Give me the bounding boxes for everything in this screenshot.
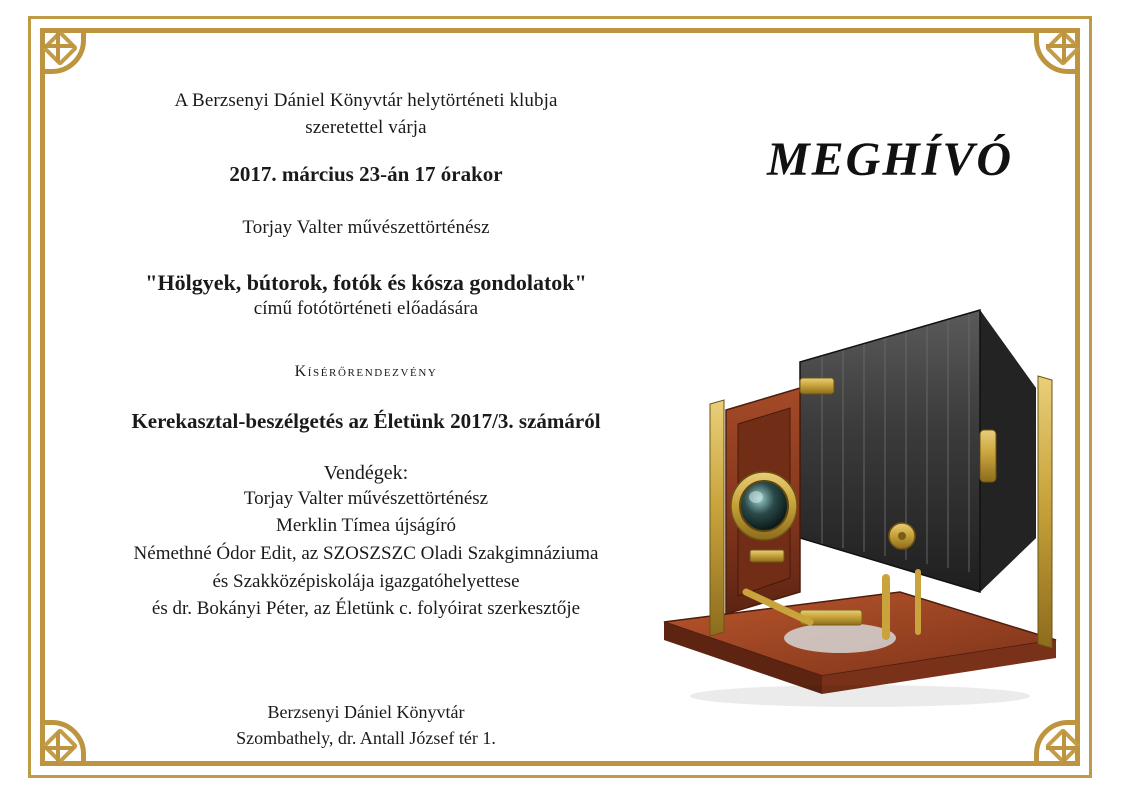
invitation-text-block bbox=[66, 88, 666, 751]
venue-line-2: Szombathely, dr. Antall József tér 1. bbox=[236, 727, 496, 748]
frame-spur-top-left-v bbox=[56, 28, 60, 62]
camera-bellows bbox=[800, 310, 1036, 592]
guest-row bbox=[66, 512, 666, 540]
speaker-name: Torjay Valter bbox=[242, 216, 343, 238]
guest-name: Némethné Ódor Edit bbox=[133, 542, 292, 564]
guest-role: , az Életünk c. folyóirat szerkesztője bbox=[304, 598, 581, 620]
guest-row bbox=[66, 595, 666, 623]
speaker-role: művészettörténész bbox=[342, 216, 490, 238]
frame-spur-bottom-right-v bbox=[1062, 732, 1066, 766]
event-date-time: 2017. március 23-án 17 órakor bbox=[229, 161, 503, 186]
camera-icon bbox=[650, 292, 1070, 712]
frame-spur-top-right-v bbox=[1062, 28, 1066, 62]
frame-spur-bottom-left-v bbox=[56, 732, 60, 766]
camera-lens bbox=[740, 481, 788, 531]
guest-role: újságíró bbox=[390, 515, 457, 537]
guest-row bbox=[66, 485, 666, 513]
lecture-subtitle: című fotótörténeti előadására bbox=[253, 297, 479, 319]
guest-row bbox=[66, 540, 666, 568]
roundtable-title: Kerekasztal-beszélgetés az Életünk 2017/3. számáról bbox=[131, 408, 601, 433]
guest-role: , az SZOSZSZC Oladi Szakgimnáziuma bbox=[291, 542, 599, 564]
intro-line-1: A Berzsenyi Dániel Könyvtár helytörténeti klubja bbox=[174, 90, 558, 111]
guest-name: és dr. Bokányi Péter bbox=[151, 598, 305, 620]
guest-name: Merklin Tímea bbox=[275, 515, 391, 537]
side-event-label: Kísérőrendezvény bbox=[294, 362, 438, 380]
antique-bellows-camera-illustration bbox=[650, 292, 1070, 712]
guest-row bbox=[66, 568, 666, 596]
speaker bbox=[66, 215, 666, 242]
guest-name: Torjay Valter bbox=[243, 487, 343, 509]
invitation-heading: MEGHÍVÓ bbox=[766, 133, 1014, 186]
guest-role: és Szakközépiskolája igazgatóhelyettese bbox=[212, 570, 520, 592]
lecture-title: "Hölgyek, bútorok, fotók és kósza gondolatok" bbox=[145, 269, 587, 295]
guest-role: művészettörténész bbox=[343, 487, 489, 509]
guests-label: Vendégek: bbox=[323, 461, 409, 484]
venue-line-1: Berzsenyi Dániel Könyvtár bbox=[267, 701, 465, 722]
camera-front-standard bbox=[726, 388, 800, 614]
intro-line-2: szeretettel várja bbox=[305, 116, 427, 138]
